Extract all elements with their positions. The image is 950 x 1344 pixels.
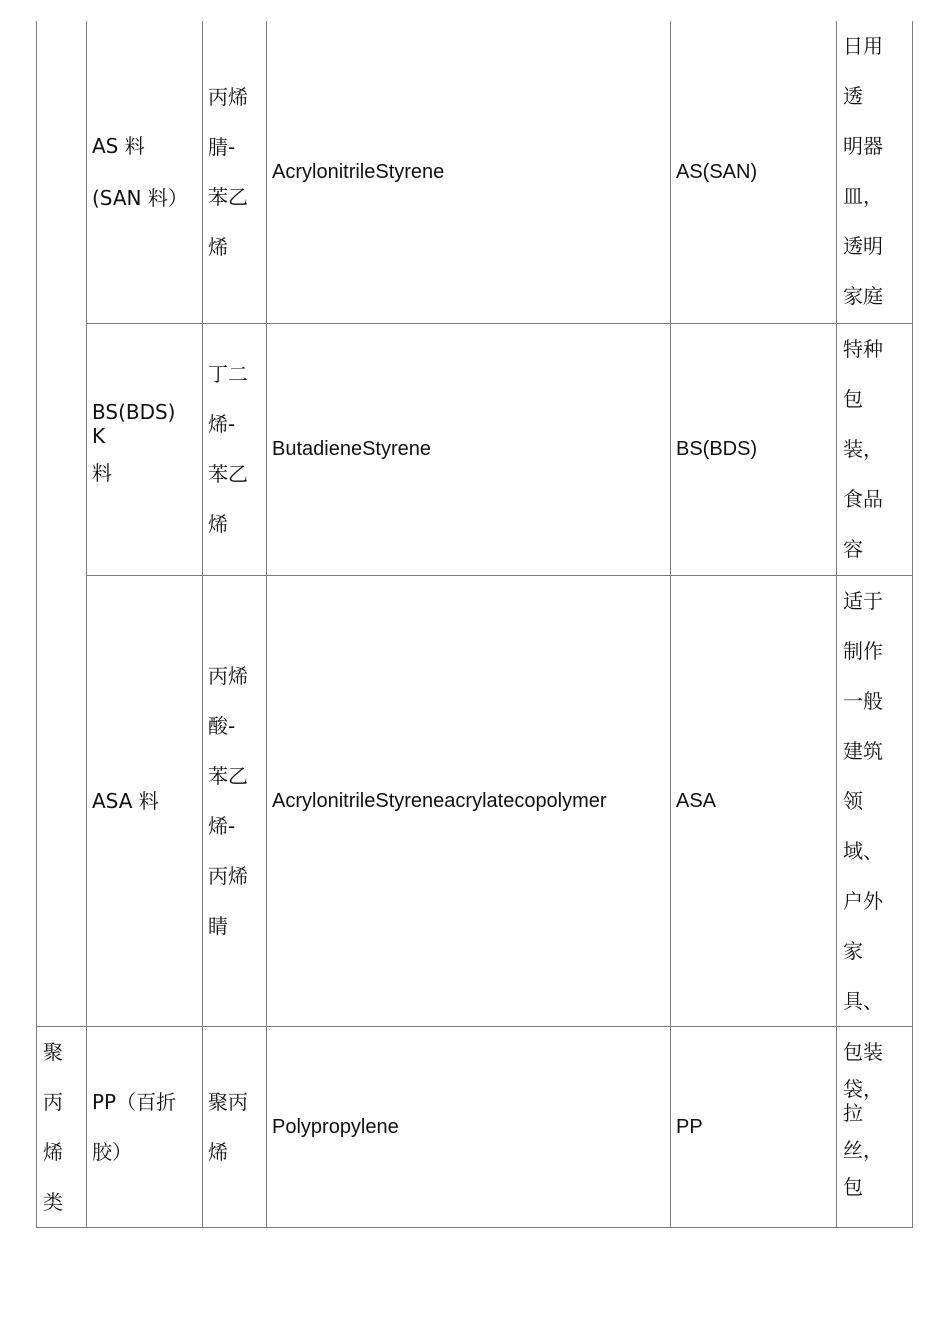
chemical-name-line: 苯乙: [208, 462, 248, 486]
table-row: [37, 323, 913, 575]
usage-line: 食品: [843, 486, 883, 511]
material-name-line: ASA 料: [92, 788, 159, 813]
usage-line: 适于: [843, 588, 883, 613]
category-line: 烯: [43, 1139, 63, 1164]
usage-line: 皿，: [843, 184, 883, 208]
usage-line: 包: [843, 1174, 863, 1199]
material-name-cell: [87, 575, 203, 1026]
usage-line: 制作: [843, 638, 883, 663]
table-row: [37, 1026, 913, 1227]
chemical-name-line: 烯: [208, 512, 228, 536]
material-name-cell: [87, 323, 203, 575]
category-cell: [37, 1026, 87, 1227]
usage-line: 领: [843, 788, 863, 813]
material-name-line: 胶）: [92, 1139, 132, 1164]
material-name-line: PP（百折: [92, 1089, 177, 1114]
usage-line: 包装: [843, 1039, 883, 1064]
chemical-name-line: 丙烯: [208, 84, 248, 109]
material-name-line: BS(BDS): [92, 400, 176, 424]
material-name-cell: [87, 1026, 203, 1227]
chemical-name-line: 苯乙: [208, 763, 248, 788]
chemical-name-line: 烯: [208, 1139, 228, 1164]
chemical-name-line: 烯-: [208, 813, 236, 838]
abbreviation-cell: ASA: [671, 575, 837, 1026]
chemical-name-line: 聚丙: [208, 1089, 248, 1114]
usage-line: 户外: [843, 888, 883, 913]
usage-line: 一般: [843, 688, 883, 713]
chemical-name-line: 腈-: [208, 134, 236, 159]
category-cell-empty: [37, 21, 87, 1026]
material-name-line: (SAN 料）: [92, 185, 188, 210]
chemical-name-line: 苯乙: [208, 184, 248, 209]
usage-cell: [837, 323, 913, 575]
chemical-name-cell: [203, 575, 267, 1026]
english-name-cell: AcrylonitrileStyreneacrylatecopolymer: [267, 575, 671, 1026]
chemical-name-line: 丁二: [208, 362, 248, 386]
usage-line: 袋，: [843, 1076, 883, 1101]
chemical-name-cell: [203, 21, 267, 323]
usage-line: 家: [843, 938, 863, 963]
chemical-name-line: 丙烯: [208, 663, 248, 688]
usage-line: 建筑: [843, 738, 883, 763]
usage-line: 拉: [843, 1100, 863, 1125]
chemical-name-line: 烯: [208, 234, 228, 259]
usage-line: 域、: [843, 838, 883, 863]
chemical-name-line: 睛: [208, 913, 228, 938]
usage-line: 容: [843, 536, 863, 561]
chemical-name-line: 烯-: [208, 412, 236, 436]
abbreviation-cell: AS(SAN): [671, 21, 837, 323]
usage-line: 日用: [843, 34, 883, 58]
chemical-name-line: 丙烯: [208, 863, 248, 888]
english-name-cell: ButadieneStyrene: [267, 323, 671, 575]
table-row: [37, 575, 913, 1026]
usage-line: 包: [843, 386, 863, 411]
materials-table: [36, 21, 913, 1228]
abbreviation-cell: PP: [671, 1026, 837, 1227]
english-name-cell: Polypropylene: [267, 1026, 671, 1227]
chemical-name-cell: [203, 1026, 267, 1227]
usage-cell: [837, 1026, 913, 1227]
usage-cell: [837, 575, 913, 1026]
usage-line: 特种: [843, 336, 883, 361]
material-name-line: K: [92, 424, 106, 448]
chemical-name-cell: [203, 323, 267, 575]
category-line: 丙: [43, 1089, 63, 1114]
material-name-line: 料: [92, 461, 112, 485]
category-line: 聚: [43, 1039, 63, 1064]
material-name-cell: [87, 21, 203, 323]
usage-line: 明器: [843, 134, 883, 158]
abbreviation-cell: BS(BDS): [671, 323, 837, 575]
english-name-cell: AcrylonitrileStyrene: [267, 21, 671, 323]
usage-line: 透明: [843, 234, 883, 258]
category-line: 类: [43, 1189, 63, 1214]
usage-cell: [837, 21, 913, 323]
table-row: [37, 21, 913, 323]
material-name-line: AS 料: [92, 133, 145, 158]
usage-line: 透: [843, 84, 863, 108]
chemical-name-line: 酸-: [208, 713, 236, 738]
usage-line: 家庭: [843, 284, 883, 308]
usage-line: 丝，: [843, 1137, 883, 1162]
usage-line: 装，: [843, 436, 883, 461]
usage-line: 具、: [843, 988, 883, 1013]
